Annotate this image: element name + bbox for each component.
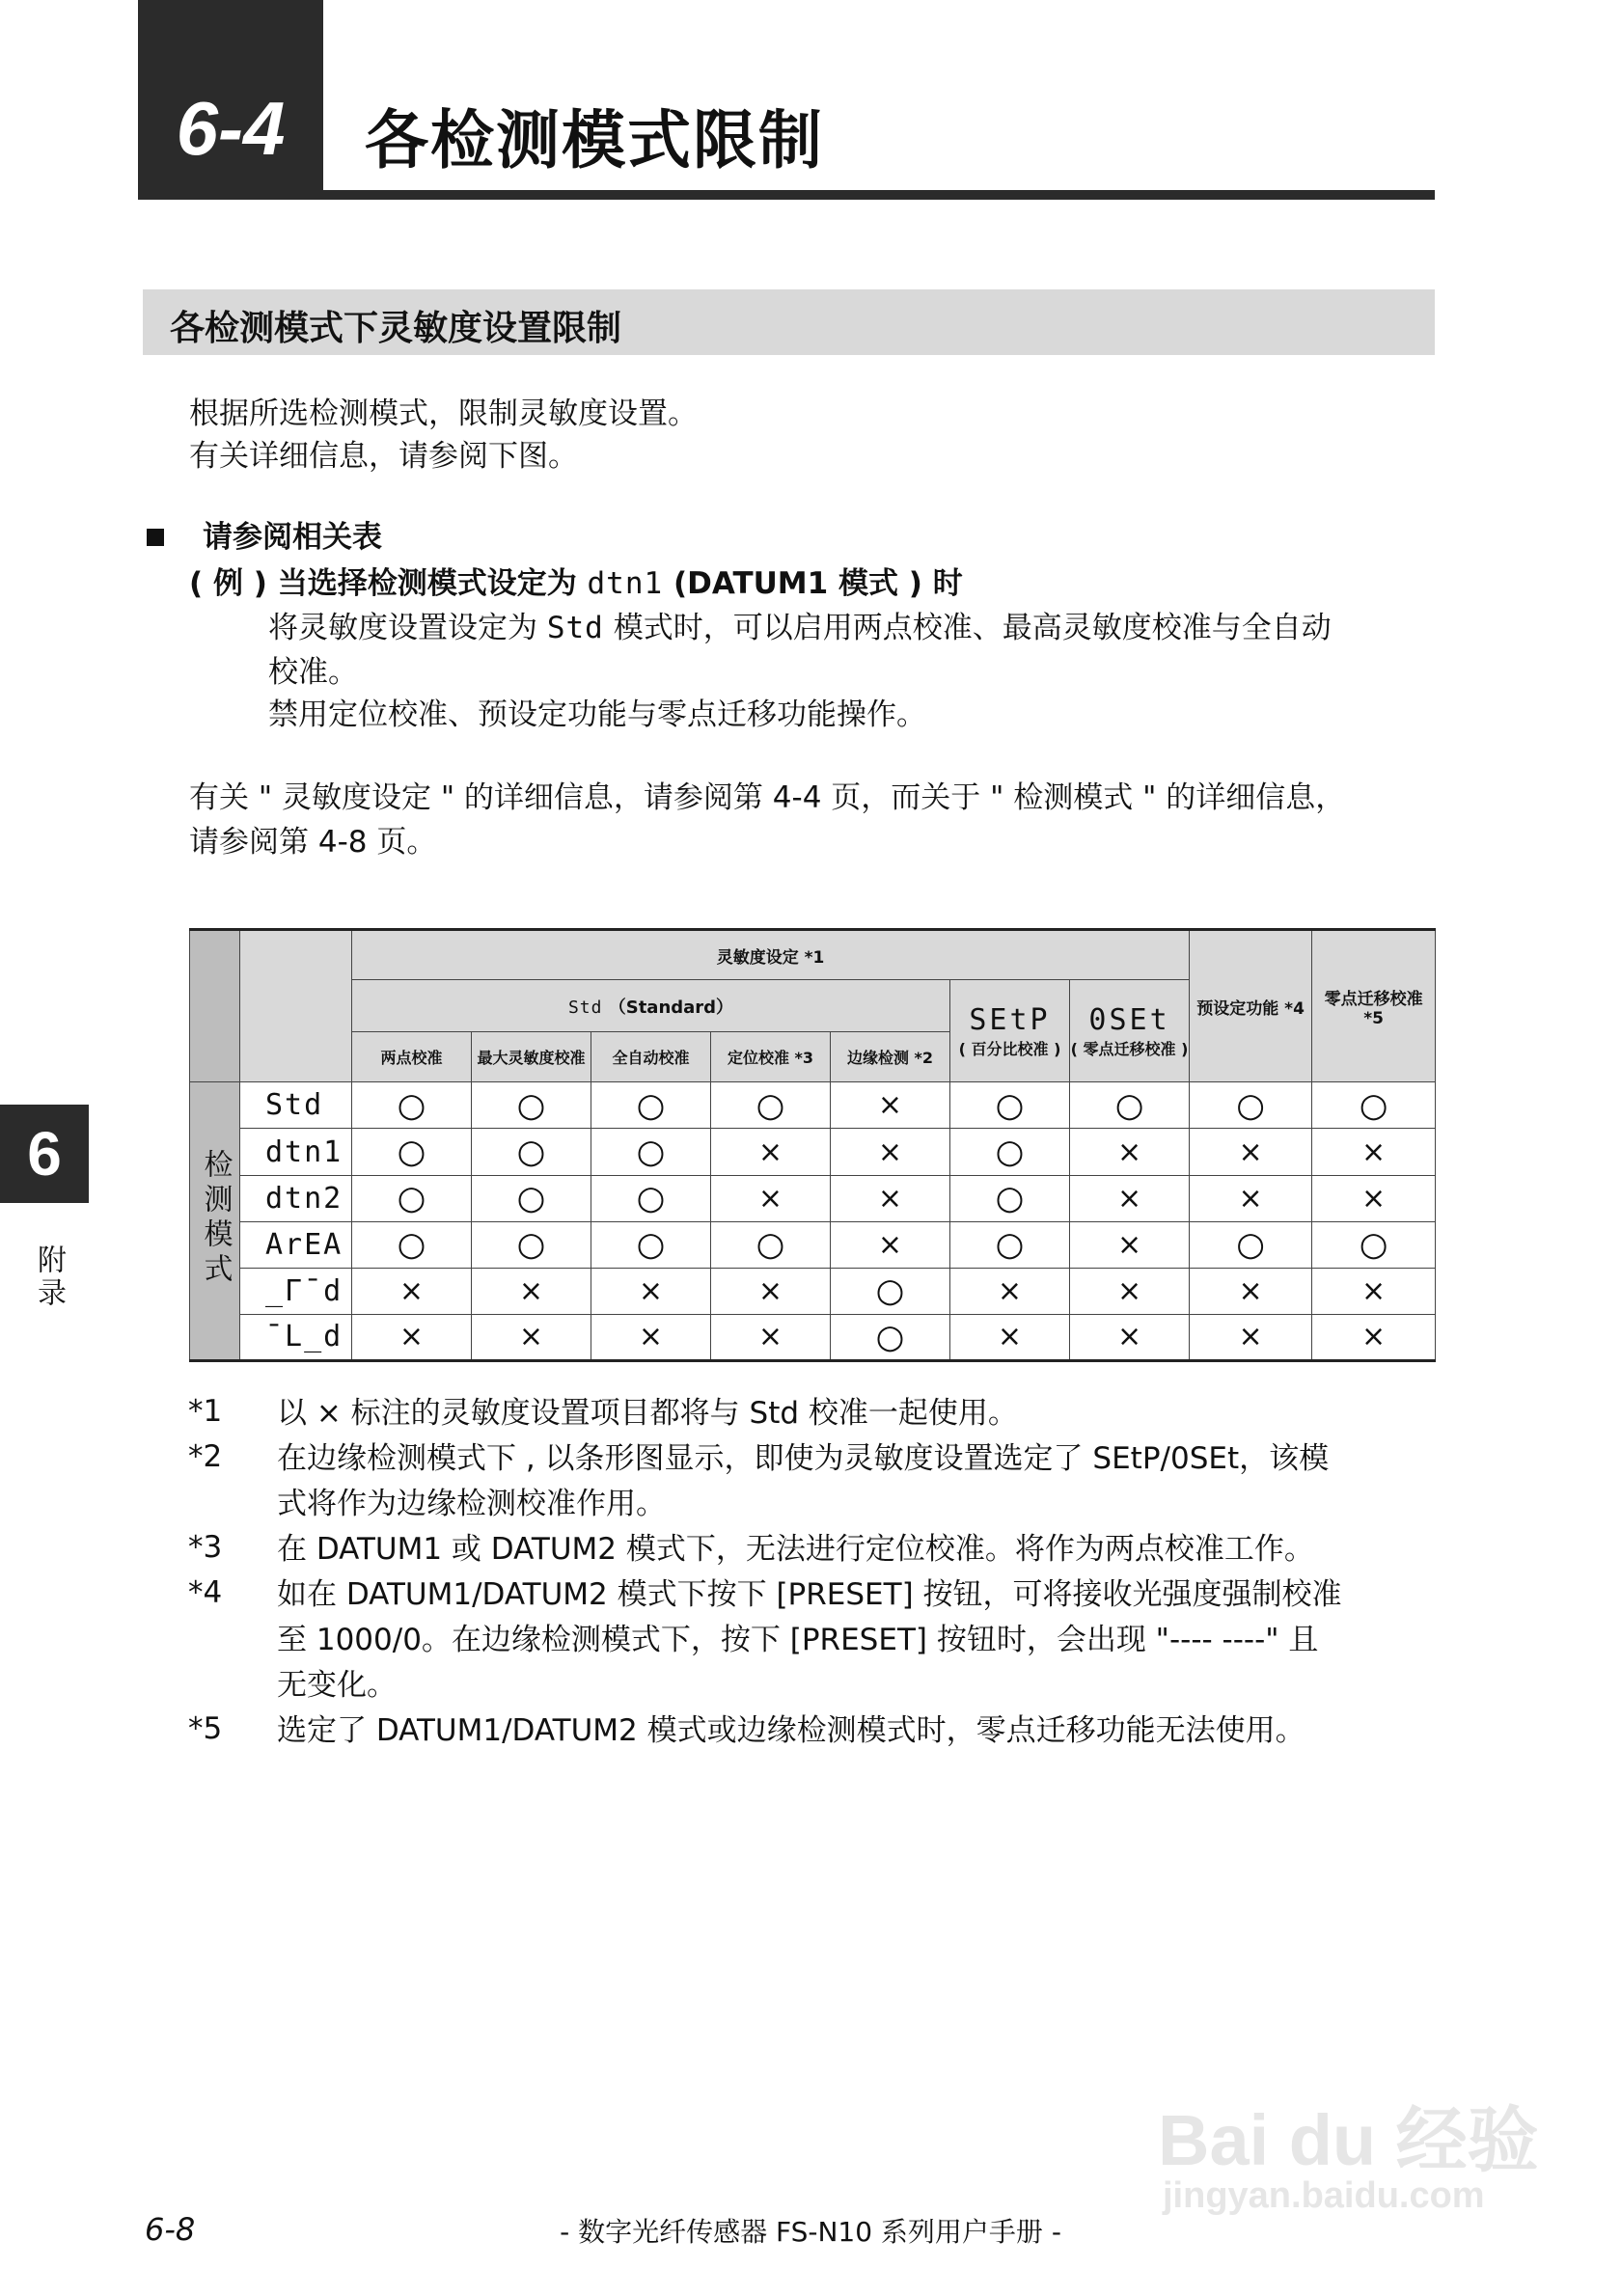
mark-cell: ○ xyxy=(831,1268,950,1314)
example-mode-code: dtn1 xyxy=(587,566,664,601)
chapter-side-tab xyxy=(0,1105,89,1203)
sub-header: 最大灵敏度校准 xyxy=(472,1032,591,1082)
mark-cell: ○ xyxy=(950,1082,1070,1129)
mode-cell: dtn2 xyxy=(240,1175,352,1221)
sub-header: 定位校准 *3 xyxy=(711,1032,831,1082)
chapter-number-box xyxy=(138,0,323,200)
note-line: 以 × 标注的灵敏度设置项目都将与 Std 校准一起使用。 xyxy=(277,1396,1018,1431)
intro-line-1: 根据所选检测模式，限制灵敏度设置。 xyxy=(189,396,698,431)
mark-cell: ○ xyxy=(472,1082,591,1129)
note-key: *3 xyxy=(188,1530,223,1565)
mark-cell: ○ xyxy=(1312,1082,1436,1129)
sub-header: 边缘检测 *2 xyxy=(831,1032,950,1082)
mark-cell: ○ xyxy=(711,1221,831,1268)
mark-cell: × xyxy=(711,1268,831,1314)
section-heading-bar xyxy=(143,289,1435,355)
header-oset xyxy=(1070,980,1190,1082)
mark-cell: ○ xyxy=(950,1175,1070,1221)
mark-cell: × xyxy=(1190,1129,1312,1175)
mark-cell: × xyxy=(1312,1268,1436,1314)
watermark-brand: Bai du 经验 xyxy=(1158,2100,1539,2180)
see-also-line-1: 有关 " 灵敏度设定 " 的详细信息，请参阅第 4-4 页，而关于 " 检测模式 " 的详细信息， xyxy=(189,780,1346,815)
mark-cell: × xyxy=(591,1268,711,1314)
sub-header: 两点校准 xyxy=(352,1032,472,1082)
reference-heading: 请参阅相关表 xyxy=(203,520,382,555)
mark-cell: ○ xyxy=(352,1175,472,1221)
table-row xyxy=(190,1082,1436,1129)
reference-body-3: 禁用定位校准、预设定功能与零点迁移功能操作。 xyxy=(268,697,926,732)
mark-cell: ○ xyxy=(591,1082,711,1129)
mark-cell: ○ xyxy=(711,1082,831,1129)
mark-cell: × xyxy=(831,1221,950,1268)
mark-cell: × xyxy=(711,1129,831,1175)
mark-cell: × xyxy=(1190,1268,1312,1314)
mark-cell: × xyxy=(352,1314,472,1360)
mark-cell: ○ xyxy=(1190,1221,1312,1268)
chapter-number: 6-4 xyxy=(176,86,286,171)
mark-cell: ○ xyxy=(1312,1221,1436,1268)
note-key: *5 xyxy=(188,1711,223,1746)
mark-cell: × xyxy=(1190,1314,1312,1360)
mark-cell: × xyxy=(1312,1314,1436,1360)
mark-cell: ○ xyxy=(591,1175,711,1221)
mark-cell: ○ xyxy=(950,1221,1070,1268)
bullet-square-icon xyxy=(147,529,164,546)
note-line: 无变化。 xyxy=(277,1668,397,1703)
mark-cell: ○ xyxy=(950,1129,1070,1175)
mode-cell: Std xyxy=(240,1082,352,1129)
mode-cell: _Γ¯d xyxy=(240,1268,352,1314)
note-line: 如在 DATUM1/DATUM2 模式下按下 [PRESET] 按钮，可将接收光强度强制校准 xyxy=(277,1577,1342,1612)
header-setp xyxy=(950,980,1070,1082)
mark-cell: × xyxy=(1070,1314,1190,1360)
table-row xyxy=(190,1314,1436,1360)
watermark-url: jingyan.baidu.com xyxy=(1163,2175,1485,2216)
mark-cell: × xyxy=(831,1129,950,1175)
side-label: 检测模式 xyxy=(198,1149,233,1289)
mark-cell: × xyxy=(591,1314,711,1360)
std-header-text: （Standard） xyxy=(608,997,734,1018)
body1-code: Std xyxy=(546,611,604,645)
mark-cell: × xyxy=(352,1268,472,1314)
mark-cell: ○ xyxy=(472,1221,591,1268)
table-row xyxy=(190,1129,1436,1175)
mark-cell: × xyxy=(711,1175,831,1221)
mode-cell: ¯L_d xyxy=(240,1314,352,1360)
footer-title: - 数字光纤传感器 FS-N10 系列用户手册 - xyxy=(560,2216,1061,2248)
reference-example xyxy=(189,563,963,604)
side-tab-label: 附录 xyxy=(32,1244,66,1310)
mark-cell: × xyxy=(1070,1129,1190,1175)
mark-cell: × xyxy=(1070,1175,1190,1221)
mark-cell: ○ xyxy=(831,1314,950,1360)
note-line: 至 1000/0。在边缘检测模式下，按下 [PRESET] 按钮时，会出现 "---- ----" 且 xyxy=(277,1623,1319,1657)
mark-cell: ○ xyxy=(352,1221,472,1268)
mark-cell: ○ xyxy=(591,1221,711,1268)
reference-body-2: 校准。 xyxy=(268,655,358,690)
side-tab-number: 6 xyxy=(27,1119,62,1189)
mark-cell: ○ xyxy=(352,1129,472,1175)
mark-cell: × xyxy=(1070,1221,1190,1268)
body1-suffix: 模式时，可以启用两点校准、最高灵敏度校准与全自动 xyxy=(603,611,1332,645)
mark-cell: × xyxy=(831,1175,950,1221)
header-zero-shift: 零点迁移校准 *5 xyxy=(1312,930,1436,1082)
header-preset: 预设定功能 *4 xyxy=(1190,930,1312,1082)
mark-cell: × xyxy=(950,1314,1070,1360)
body1-prefix: 将灵敏度设置设定为 xyxy=(268,611,547,645)
mark-cell: × xyxy=(472,1268,591,1314)
table-row xyxy=(190,1175,1436,1221)
note-line: 在边缘检测模式下 , 以条形图显示，即使为灵敏度设置选定了 SEtP/0SEt，该模 xyxy=(277,1441,1330,1476)
side-label-cell xyxy=(190,1082,240,1361)
mark-cell: × xyxy=(1312,1175,1436,1221)
mode-cell: ArEA xyxy=(240,1221,352,1268)
mark-cell: ○ xyxy=(472,1129,591,1175)
page-number: 6-8 xyxy=(145,2211,196,2248)
setp-sub: ( 百分比校准 ) xyxy=(958,1039,1061,1058)
note-key: *4 xyxy=(188,1575,223,1610)
mark-cell: ○ xyxy=(472,1175,591,1221)
mark-cell: ○ xyxy=(352,1082,472,1129)
section-title: 各检测模式下灵敏度设置限制 xyxy=(170,309,622,348)
note-key: *2 xyxy=(188,1439,223,1474)
std-group-header xyxy=(352,980,950,1032)
mark-cell: ○ xyxy=(591,1129,711,1175)
restriction-table xyxy=(189,928,1436,1362)
group-header-sensitivity: 灵敏度设定 *1 xyxy=(352,930,1190,980)
example-suffix: (DATUM1 模式 ) 时 xyxy=(663,566,963,601)
mark-cell: × xyxy=(831,1082,950,1129)
chapter-rule xyxy=(323,190,1435,200)
mark-cell: × xyxy=(950,1268,1070,1314)
mark-cell: ○ xyxy=(1190,1082,1312,1129)
table-corner xyxy=(240,930,352,1082)
mode-cell: dtn1 xyxy=(240,1129,352,1175)
note-line: 式将作为边缘检测校准作用。 xyxy=(277,1487,666,1521)
intro-line-2: 有关详细信息，请参阅下图。 xyxy=(189,439,578,474)
chapter-title: 各检测模式限制 xyxy=(365,103,824,178)
mark-cell: × xyxy=(1070,1268,1190,1314)
reference-body-1 xyxy=(268,608,1332,648)
table-row xyxy=(190,1268,1436,1314)
sub-header: 全自动校准 xyxy=(591,1032,711,1082)
setp-code: SEtP xyxy=(969,1002,1051,1037)
mark-cell: × xyxy=(472,1314,591,1360)
table-row xyxy=(190,1221,1436,1268)
mark-cell: × xyxy=(1190,1175,1312,1221)
std-header-code: Std xyxy=(567,997,603,1018)
note-line: 选定了 DATUM1/DATUM2 模式或边缘检测模式时，零点迁移功能无法使用。 xyxy=(277,1713,1305,1748)
oset-code: 0SEt xyxy=(1088,1002,1170,1037)
note-line: 在 DATUM1 或 DATUM2 模式下，无法进行定位校准。将作为两点校准工作。 xyxy=(277,1532,1314,1567)
see-also-line-2: 请参阅第 4-8 页。 xyxy=(189,825,437,860)
example-prefix: ( 例 ) 当选择检测模式设定为 xyxy=(189,566,588,601)
mark-cell: × xyxy=(1312,1129,1436,1175)
mark-cell: ○ xyxy=(1070,1082,1190,1129)
oset-sub: ( 零点迁移校准 ) xyxy=(1070,1039,1189,1058)
table-corner-side xyxy=(190,930,240,1082)
mark-cell: × xyxy=(711,1314,831,1360)
note-key: *1 xyxy=(188,1394,223,1429)
